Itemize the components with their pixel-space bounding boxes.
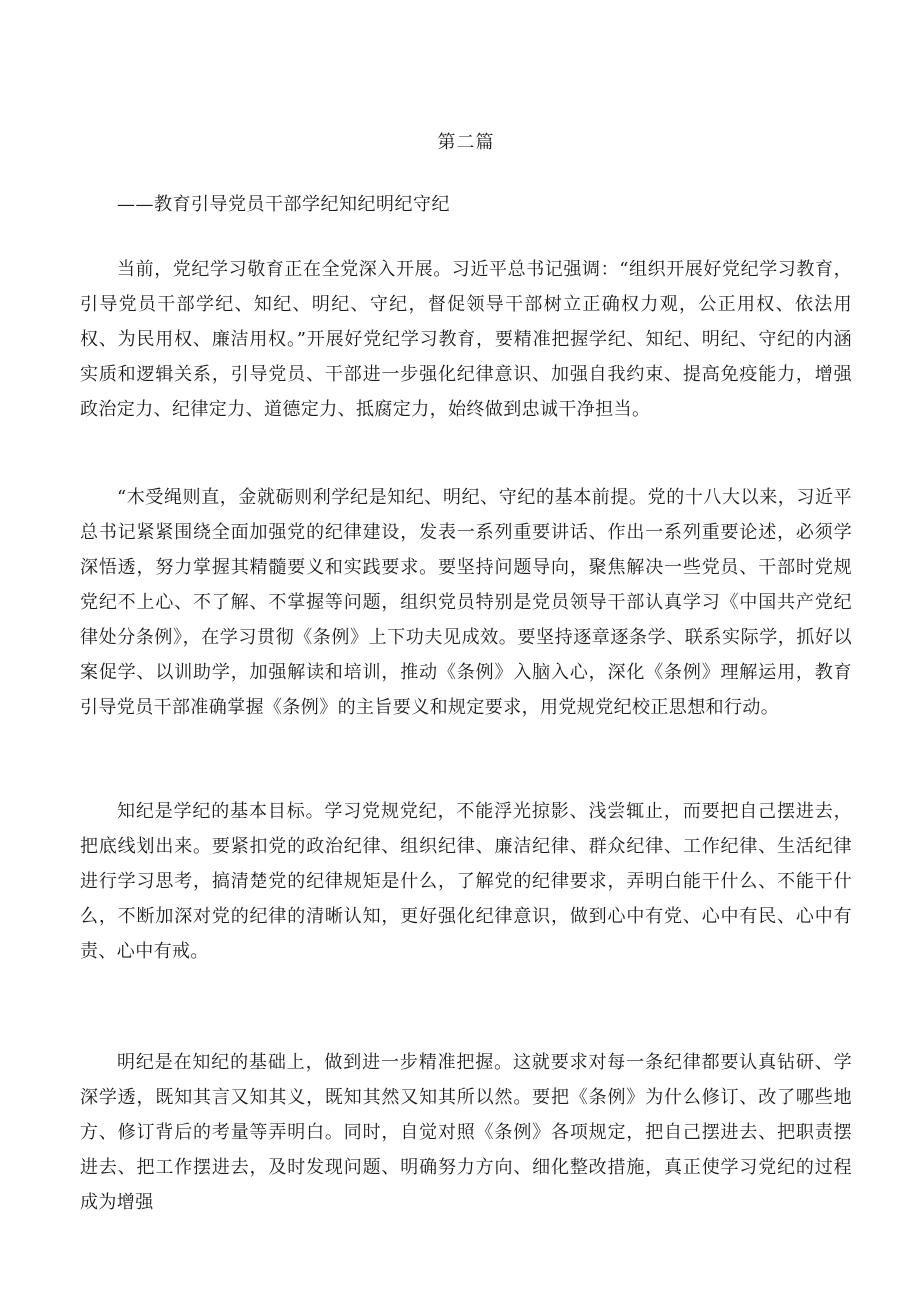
document-subtitle: ——教育引导党员干部学纪知纪明纪守纪: [117, 194, 450, 215]
document-page: [80, 0, 852, 1301]
paragraph-3: 知纪是学纪的基本目标。学习党规党纪，不能浮光掠影、浅尝辄止，而要把自己摆进去，把底线划出来。要紧扣党的政治纪律、组织纪律、廉洁纪律、群众纪律、工作纪律、生活纪律进行学习思考，搞清楚党的纪律规矩是什么，了解党的纪律要求，弄明白能干什么、不能干什么，不断加深对党的纪律的清晰认知，更好强化纪律意识，做到心中有党、心中有民、心中有责、心中有戒。: [80, 801, 852, 962]
paragraph-4: 明纪是在知纪的基础上，做到进一步精准把握。这就要求对每一条纪律都要认真钻研、学深学透，既知其言又知其义，既知其然又知其所以然。要把《条例》为什么修订、改了哪些地方、修订背后的考量等弄明白。同时，自觉对照《条例》各项规定，把自己摆进去、把职责摆进去、把工作摆进去，及时发现问题、明确努力方向、细化整改措施，真正使学习党纪的过程成为增强: [80, 1052, 852, 1213]
paragraph-1: 当前，党纪学习敬育正在全党深入开展。习近平总书记强调：“组织开展好党纪学习教育，引导党员干部学纪、知纪、明纪、守纪，督促领导干部树立正确权力观，公正用权、依法用权、为民用权、廉洁用权。”开展好党纪学习教育，要精准把握学纪、知纪、明纪、守纪的内涵实质和逻辑关系，引导党员、干部进一步强化纪律意识、加强自我约束、提高免疫能力，增强政治定力、纪律定力、道德定力、抵腐定力，始终做到忠诚干净担当。: [80, 259, 852, 420]
document-title: 第二篇: [437, 132, 495, 153]
paragraph-2: “木受绳则直，金就砺则利学纪是知纪、明纪、守纪的基本前提。党的十八大以来，习近平总书记紧紧围绕全面加强党的纪律建设，发表一系列重要讲话、作出一系列重要论述，必须学深悟透，努力掌握其精髓要义和实践要求。要坚持问题导向，聚焦解决一些党员、干部时党规党纪不上心、不了解、不掌握等问题，组织党员特别是党员领导干部认真学习《中国共产党纪律处分条例》，在学习贯彻《条例》上下功夫见成效。要坚持逐章逐条学、联系实际学，抓好以案促学、以训助学，加强解读和培训，推动《条例》入脑入心，深化《条例》理解运用，教育引导党员干部准确掌握《条例》的主旨要义和规定要求，用党规党纪校正思想和行动。: [80, 487, 852, 718]
